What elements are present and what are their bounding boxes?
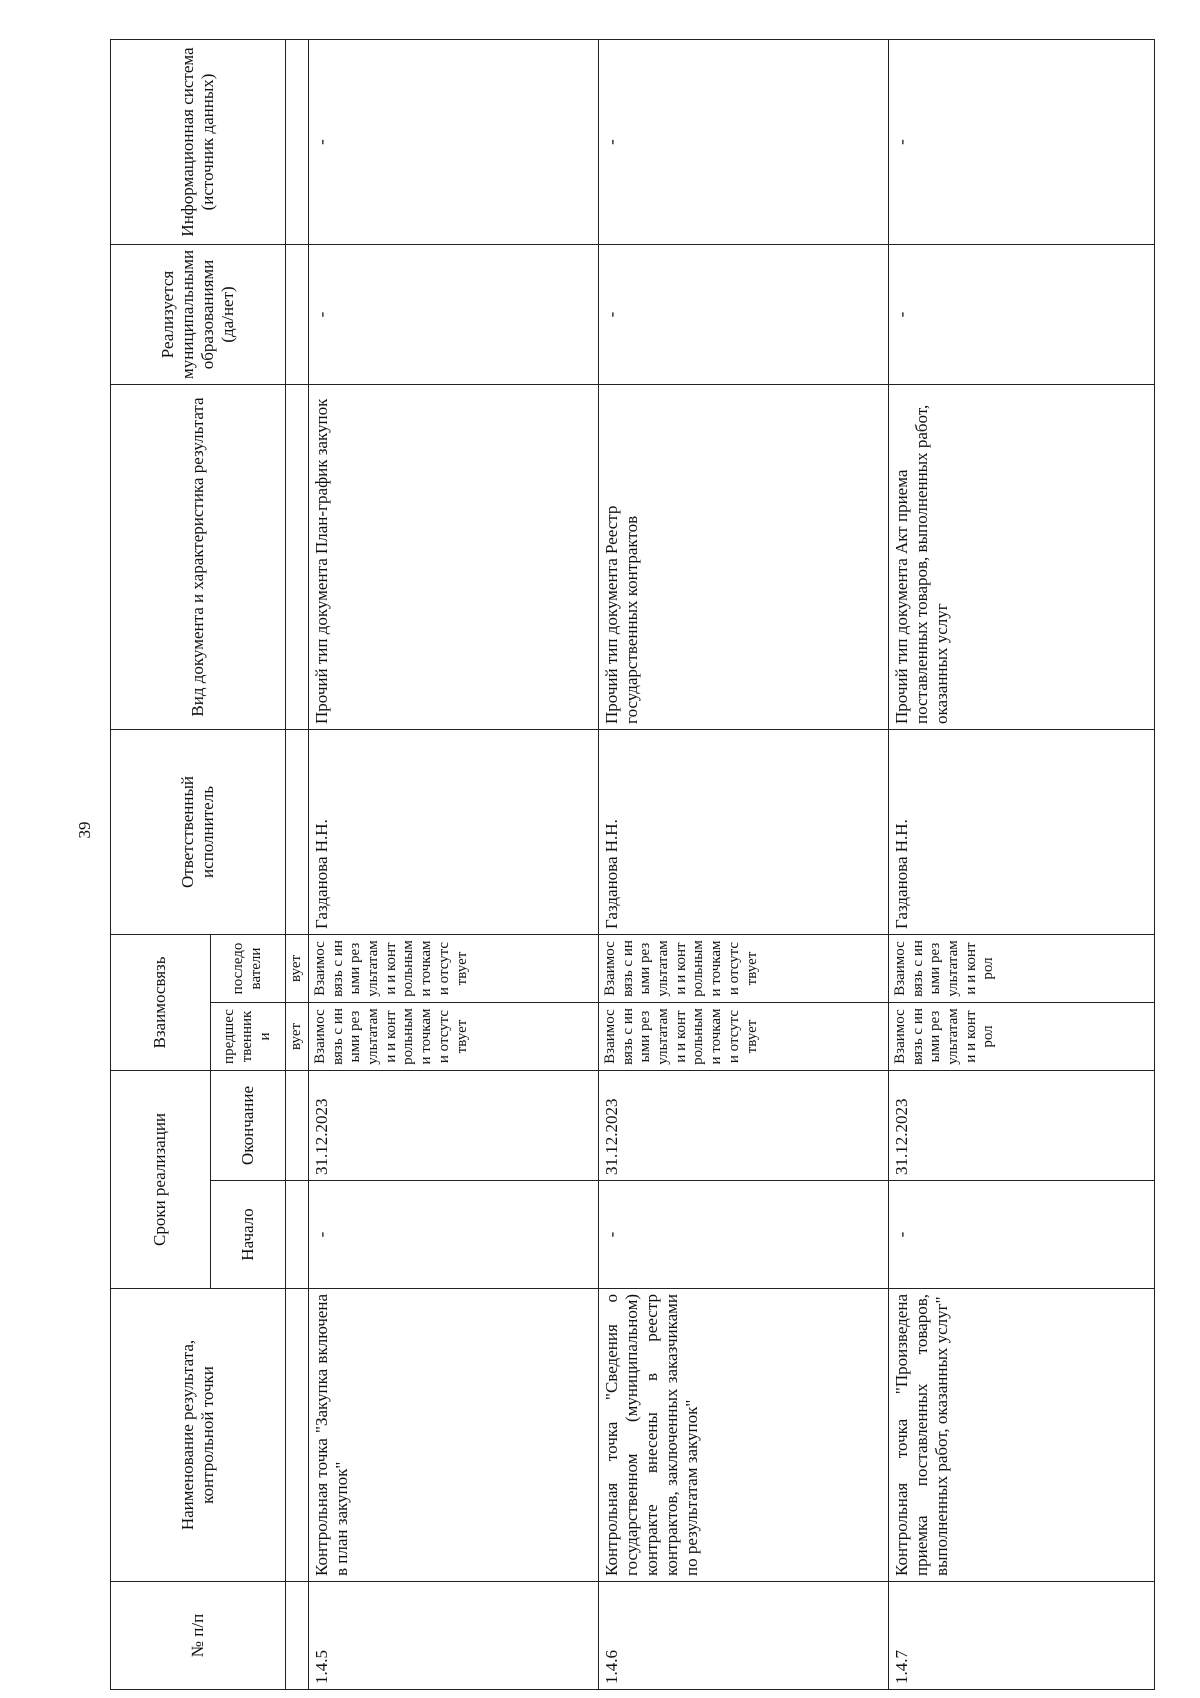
landscape-page xyxy=(110,40,1155,1690)
row-successors: Взаимосвязь с иными результатами и контрол xyxy=(889,934,1155,1002)
page-number: 39 xyxy=(75,821,94,839)
continuation-succ: вует xyxy=(286,934,309,1002)
row-document: Прочий тип документа Реестр государственных контрактов xyxy=(599,384,889,729)
header-responsible: Ответственный исполнитель xyxy=(111,729,286,934)
table-row xyxy=(599,39,889,1689)
row-info-system: - xyxy=(889,39,1155,244)
row-predecessors: Взаимосвязь с иными результатами и контрольными точками отсутствует xyxy=(309,1003,599,1071)
header-successors: последователи xyxy=(211,934,286,1002)
row-responsible: Газданова Н.Н. xyxy=(309,729,599,934)
row-info-system: - xyxy=(309,39,599,244)
row-start: - xyxy=(599,1181,889,1289)
header-municipal: Реализуется муниципальными образованиями (да/нет) xyxy=(111,244,286,384)
row-info-system: - xyxy=(599,39,889,244)
row-municipal: - xyxy=(309,244,599,384)
table-row xyxy=(309,39,599,1689)
row-num: 1.4.5 xyxy=(309,1582,599,1690)
row-num: 1.4.7 xyxy=(889,1582,1155,1690)
row-start: - xyxy=(889,1181,1155,1289)
row-predecessors: Взаимосвязь с иными результатами и контрольными точками отсутствует xyxy=(599,1003,889,1071)
row-name: Контрольная точка "Закупка включена в план закупок" xyxy=(309,1289,599,1582)
row-num: 1.4.6 xyxy=(599,1582,889,1690)
row-start: - xyxy=(309,1181,599,1289)
header-relation: Взаимосвязь xyxy=(111,934,211,1070)
header-num: № п/п xyxy=(111,1582,286,1690)
row-end: 31.12.2023 xyxy=(309,1071,599,1181)
row-municipal: - xyxy=(599,244,889,384)
row-predecessors: Взаимосвязь с иными результатами и контрол xyxy=(889,1003,1155,1071)
row-municipal: - xyxy=(889,244,1155,384)
row-document: Прочий тип документа План-график закупок xyxy=(309,384,599,729)
row-end: 31.12.2023 xyxy=(889,1071,1155,1181)
continuation-pred: вует xyxy=(286,1003,309,1071)
row-name: Контрольная точка "Произведена приемка поставленных товаров, выполненных работ, оказанных услуг" xyxy=(889,1289,1155,1582)
header-start: Начало xyxy=(211,1181,286,1289)
header-document: Вид документа и характеристика результата xyxy=(111,384,286,729)
row-document: Прочий тип документа Акт приема поставленных товаров, выполненных работ, оказанных услуг xyxy=(889,384,1155,729)
row-end: 31.12.2023 xyxy=(599,1071,889,1181)
continuation-row xyxy=(286,39,309,1689)
header-name: Наименование результата, контрольной точки xyxy=(111,1289,286,1582)
table-row xyxy=(889,39,1155,1689)
header-terms: Сроки реализации xyxy=(111,1071,211,1289)
header-info-system: Информационная система (источник данных) xyxy=(111,39,286,244)
row-responsible: Газданова Н.Н. xyxy=(889,729,1155,934)
results-table xyxy=(110,39,1155,1690)
header-end: Окончание xyxy=(211,1071,286,1181)
row-name: Контрольная точка "Сведения о государственном (муниципальном) контракте внесены в реестр контрактов, заключенных заказчиками по результатам закупок" xyxy=(599,1289,889,1582)
row-responsible: Газданова Н.Н. xyxy=(599,729,889,934)
header-predecessors: предшественники xyxy=(211,1003,286,1071)
row-successors: Взаимосвязь с иными результатами и контрольными точками отсутствует xyxy=(599,934,889,1002)
row-successors: Взаимосвязь с иными результатами и контрольными точками отсутствует xyxy=(309,934,599,1002)
